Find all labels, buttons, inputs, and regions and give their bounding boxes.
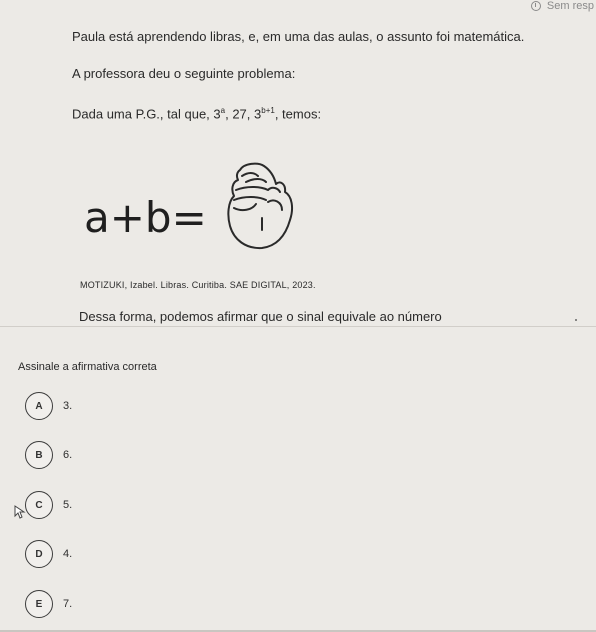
option-c[interactable] [25, 491, 72, 519]
pg-term2: , 27, [225, 106, 255, 122]
option-letter-circle[interactable]: A [25, 392, 53, 420]
option-d[interactable] [25, 540, 72, 568]
question-intro: Paula está aprendendo libras, e, em uma das aulas, o assunto foi matemática. [72, 29, 525, 44]
option-value[interactable]: 7. [63, 598, 73, 610]
answer-prompt: Assinale a afirmativa correta [18, 361, 157, 373]
pg-term1-exponent: a [220, 106, 226, 115]
option-letter-circle[interactable]: D [25, 540, 53, 568]
clock-icon [531, 1, 541, 11]
option-value[interactable]: 6. [63, 449, 73, 461]
pg-prefix: Dada uma P.G., tal que, [72, 106, 214, 122]
conclusion-text: Dessa forma, podemos afirmar que o sinal equivale ao número [79, 309, 442, 324]
pg-term3-base: 3 [254, 106, 262, 122]
option-value[interactable]: 3. [63, 400, 73, 412]
option-letter-circle[interactable]: E [25, 590, 53, 618]
mouse-cursor-icon [14, 505, 28, 519]
libras-hand-sign-icon [222, 160, 302, 252]
option-letter-circle[interactable]: B [25, 441, 53, 469]
question-pg-statement [72, 103, 321, 122]
pg-term1-base: 3 [213, 106, 221, 122]
status-text: Sem resp [546, 0, 594, 12]
option-letter-circle[interactable]: C [25, 491, 53, 519]
option-a[interactable] [25, 392, 72, 420]
option-value[interactable]: 5. [63, 499, 73, 511]
pg-term3-exponent: b+1 [261, 106, 275, 115]
option-e[interactable] [25, 590, 72, 618]
pg-suffix: , temos: [274, 106, 322, 122]
equation-text: a+b= [84, 193, 207, 242]
question-teacher-line: A professora deu o seguinte problema: [72, 66, 296, 81]
option-b[interactable] [25, 441, 72, 469]
citation-text: MOTIZUKI, Izabel. Libras. Curitiba. SAE DIGITAL, 2023. [80, 280, 316, 290]
decorative-dot [575, 319, 577, 321]
status-indicator [531, 0, 596, 12]
option-value[interactable]: 4. [63, 548, 73, 560]
divider [0, 326, 596, 327]
